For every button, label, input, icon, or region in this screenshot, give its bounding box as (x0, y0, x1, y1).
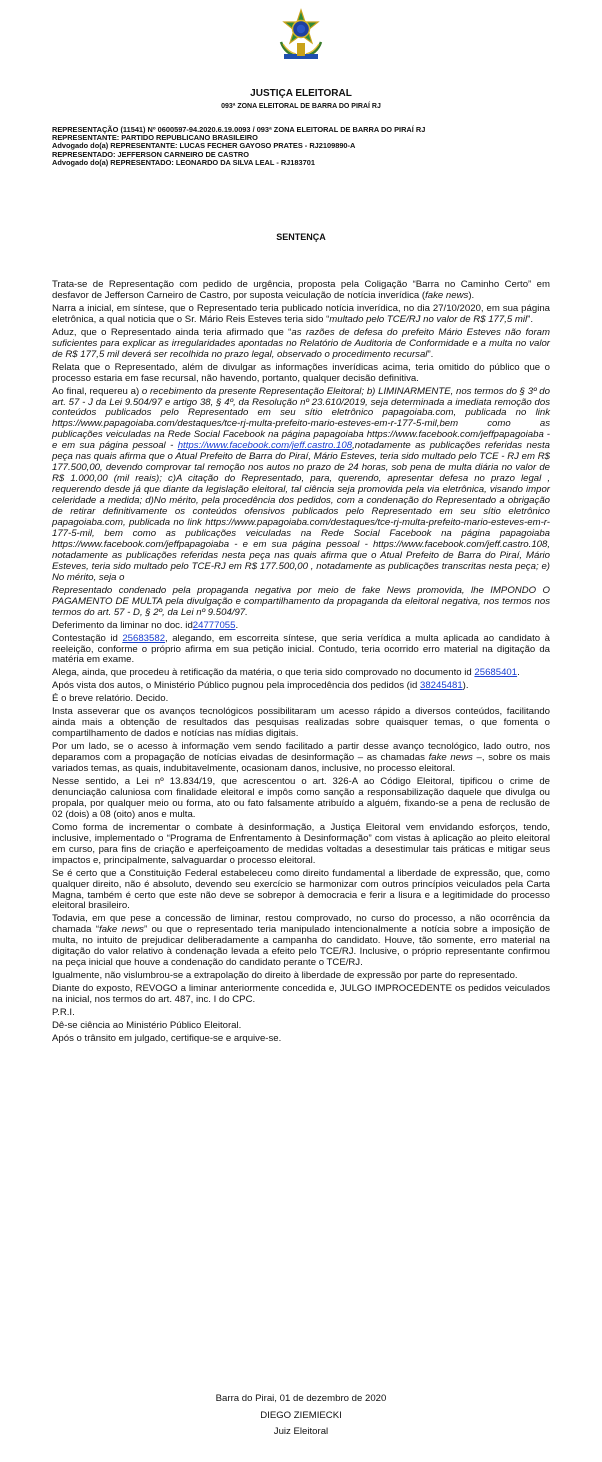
paragraph-8: Contestação id 25683582, alegando, em escorreita síntese, que seria verídica a multa aplicada ao candidato à reeleição, conforme o próprio afirma em sua petição inicial. Contudo, teria ocorrido erro material na digitação da matéria em exame. (52, 632, 550, 666)
case-info (52, 126, 572, 167)
paragraph-22: Após o trânsito em julgado, certifique-se e arquive-se. (52, 1032, 282, 1044)
paragraph-19: Diante do exposto, REVOGO a liminar anteriormente concedida e, JULGO IMPROCEDENTE os pedidos veiculados na inicial, nos termos do art. 487, inc. I do CPC. (52, 983, 550, 1006)
place-date: Barra do Pirai, 01 de dezembro de 2020 (215, 1393, 387, 1404)
advogado-representado: Advogado do(a) REPRESENTADO: LEONARDO DA SILVA LEAL - RJ183701 (52, 157, 315, 167)
paragraph-2: Narra a inicial, em síntese, que o Representado teria publicado notícia inverídica, no dia 27/10/2020, em sua página eletrônica, a qual noticia que o Sr. Mário Reis Esteves teria sido “multado pelo TCE/RJ no valor de R$ 177,5 mil”. (52, 302, 550, 325)
paragraph-16: Se é certo que a Constituição Federal estabeleceu como direito fundamental a liberdade de expressão, que, como qualquer direito, não é absoluto, devendo seu exercício se harmonizar com outros princípios veiculados pela Carta Magna, também é certo que este não deve se sobrepor à democracia e ferir a lisura e a legitimidade do processo eleitoral brasileiro. (52, 867, 550, 912)
paragraph-21: Dê-se ciência ao Ministério Público Eleitoral. (52, 1020, 242, 1031)
paragraph-6: Representado condenado pela propaganda negativa por meio de fake News promovida, lhe IMPONDO O PAGAMENTO DE MULTA pela divulgação e compartilhamento da propaganda da eleitoral negativa, nos termos nos termos do art. 57 - D, § 2º, da Lei nº 9.504/97. (52, 584, 550, 618)
facebook-link[interactable]: https://www.facebook.com/jeff.castro.108 (177, 440, 353, 452)
paragraph-11: É o breve relatório. Decido. (52, 693, 169, 705)
sentence-body (52, 280, 550, 1045)
coat-of-arms-icon (275, 8, 327, 64)
paragraph-3: Aduz, que o Representado ainda teria afirmado que “as razões de defesa do prefeito Mário Esteves não foram suficientes para explicar as irregularidades apontadas no Relatório de Auditoria de Conformidade e a multa no valor de R$ 177,5 mil deverá ser recolhida no prazo legal, observado o procedimento recursal”. (52, 326, 550, 360)
paragraph-9: Alega, ainda, que procedeu à retificação da matéria, o que teria sido comprovado no documento id 25685401. (52, 667, 520, 679)
paragraph-4: Relata que o Representado, além de divulgar as informações inverídicas acima, teria omitido do público que o processo estaria em fase recursal, não havendo, portanto, qualquer decisão definitiva. (52, 361, 550, 384)
doc-link-24777055[interactable]: 24777055 (192, 619, 236, 631)
paragraph-18: Igualmente, não vislumbrou-se a extrapolação do direito à liberdade de expressão por parte do representado. (52, 970, 518, 982)
doc-link-25683582[interactable]: 25683582 (122, 632, 166, 644)
judge-title: Juiz Eleitoral (273, 1426, 329, 1437)
judge-name: DIEGO ZIEMIECKI (260, 1410, 342, 1421)
paragraph-17: Todavia, em que pese a concessão de liminar, restou comprovado, no curso do processo, a não ocorrência da chamada “fake news” ou que o representado teria manipulado intencionalmente a notícia sobre a imposição de multa, no intuito de prejudicar deliberadamente a campanha do candidato. Houve, tão somente, erro material na digitação do valor relativo à condenação levada a efeito pelo TCE/RJ. Inclusive, o próprio representante confirmou na peça inicial que houve a condenação do candidato perante o TCE/RJ. (52, 913, 551, 969)
advogado-representante: Advogado do(a) REPRESENTANTE: LUCAS FECHER GAYOSO PRATES - RJ2109890-A (52, 141, 356, 151)
paragraph-15: Como forma de incrementar o combate à desinformação, a Justiça Eleitoral vem envidando esforços, tendo, inclusive, implementado o “Programa de Enfrentamento à Desinformação” com vistas à aplicação ao pleito eleitoral em curso, para fins de criação e aperfeiçoamento de medidas voltadas a desestimular tais práticas e mitigar seus impactos e, principalmente, salvaguardar o processo eleitoral. (52, 821, 550, 866)
representado: REPRESENTADO: JEFFERSON CARNEIRO DE CASTRO (52, 149, 249, 159)
sentence-title: SENTENÇA (276, 232, 326, 242)
representante: REPRESENTANTE: PARTIDO REPUBLICANO BRASILEIRO (52, 133, 258, 143)
paragraph-1: Trata-se de Representação com pedido de urgência, proposta pela Coligação “Barra no Caminho Certo” em desfavor de Jefferson Carneiro de Castro, por suposta veiculação de notícia inverídica (fake news). (52, 279, 550, 301)
court-title: JUSTIÇA ELEITORAL (250, 88, 352, 99)
case-number: REPRESENTAÇÃO (11541) Nº 0600597-94.2020.6.19.0093 / 093ª ZONA ELEITORAL DE BARRA DO PIRAÍ RJ (52, 125, 426, 134)
paragraph-5: Ao final, requereu a) o recebimento da presente Representação Eleitoral; b) LIMINARMENTE, nos termos do § 3º do art. 57 - J da Lei 9.504/97 e artigo 38, § 4º, da Resolução nº 23.610/2019, seja determinada a imediata remoção dos conteúdos publicados pelo Representado em seu sítio eletrônico papagoiaba.com, publicada no link https://www.papagoiaba.com/destaques/tce-rj-multa-prefeito-mario-esteves-em-r-177-5-mil,bem como as publicações veiculadas na Rede Social Facebook na página papagoiaba https://www.facebook.com/jeffpapagoiaba - e em sua página pessoal - https://www.facebook.com/jeff.castro.108,notadamente as publicações referidas nesta peça nas quais afirma que o Atual Prefeito de Barra do Piraí, Mário Esteves, teria sido multado pelo TCE - RJ em R$ 177.500,00, devendo comprovar tal remoção nos autos no prazo de 24 horas, sob pena de multa diária no valor de R$ 1.000,00 (mil reais); c)A citação do Representado, para, querendo, apresentar defesa no prazo legal , requerendo desde já que diante da legislação eleitoral, tal ciência seja promovida pela via eletrônica, visando impor celeridade a medida; d)No mérito, pela procedência dos pedidos, com a condenação do Representado a obrigação de retirar definitivamente os conteúdos ofensivos publicados pelo Representado em seu sítio eletrônico papagoiaba.com, publicada no link https://www.papagoiaba.com/destaques/tce-rj-multa-prefeito-mario-esteves-em-r-177-5-mil, bem como as publicações veiculadas na Rede Social Facebook na página papagoiaba https://www.facebook.com/jeffpapagoiaba - e em sua página pessoal - https://www.facebook.com/jeff.castro.108, notadamente as publicações referidas nesta peça nas quais afirma que o Atual Prefeito de Barra do Piraí, Mário Esteves, teria sido multado pelo TCE-RJ em R$ 177.500,00 , notadamente as publicações transcritas nesta peça; e) No mérito, seja o (52, 385, 550, 583)
court-zone: 093ª ZONA ELEITORAL DE BARRA DO PIRAÍ RJ (221, 103, 381, 110)
doc-link-25685401[interactable]: 25685401 (474, 667, 518, 679)
doc-link-38245481[interactable]: 38245481 (419, 680, 463, 692)
paragraph-13: Por um lado, se o acesso à informação vem sendo facilitado a partir desse avanço tecnológico, lado outro, nos deparamos com a propagação de notícias eivadas de desinformação – as chamadas fake news –, sobre os mais variados temas, as quais, indubitavelmente, ocasionam danos, inclusive, no processo eleitoral. (52, 741, 550, 775)
paragraph-12: Insta asseverar que os avanços tecnológicos possibilitaram um acesso rápido a diversos conteúdos, facilitando ainda mais a obtenção de resultados das pesquisas realizadas sobre quaisquer temas, o que fomenta o compartilhamento de dados e notícias nas mídias digitais. (52, 706, 550, 740)
paragraph-7: Deferimento da liminar no doc. id24777055. (52, 619, 239, 631)
paragraph-20: P.R.I. (52, 1007, 75, 1019)
paragraph-14: Nesse sentido, a Lei nº 13.834/19, que acrescentou o art. 326-A ao Código Eleitoral, tipificou o crime de denunciação caluniosa com finalidade eleitoral e impôs como sanção a responsabilização daquele que divulga ou propala, por qualquer meio ou forma, ato ou fato falsamente atribuído a alguém, fixando-se a pena de reclusão de 02 (dois) a 08 (oito) anos e multa. (52, 775, 550, 820)
paragraph-10: Após vista dos autos, o Ministério Público pugnou pela improcedência dos pedidos (id 38245481). (52, 680, 469, 692)
